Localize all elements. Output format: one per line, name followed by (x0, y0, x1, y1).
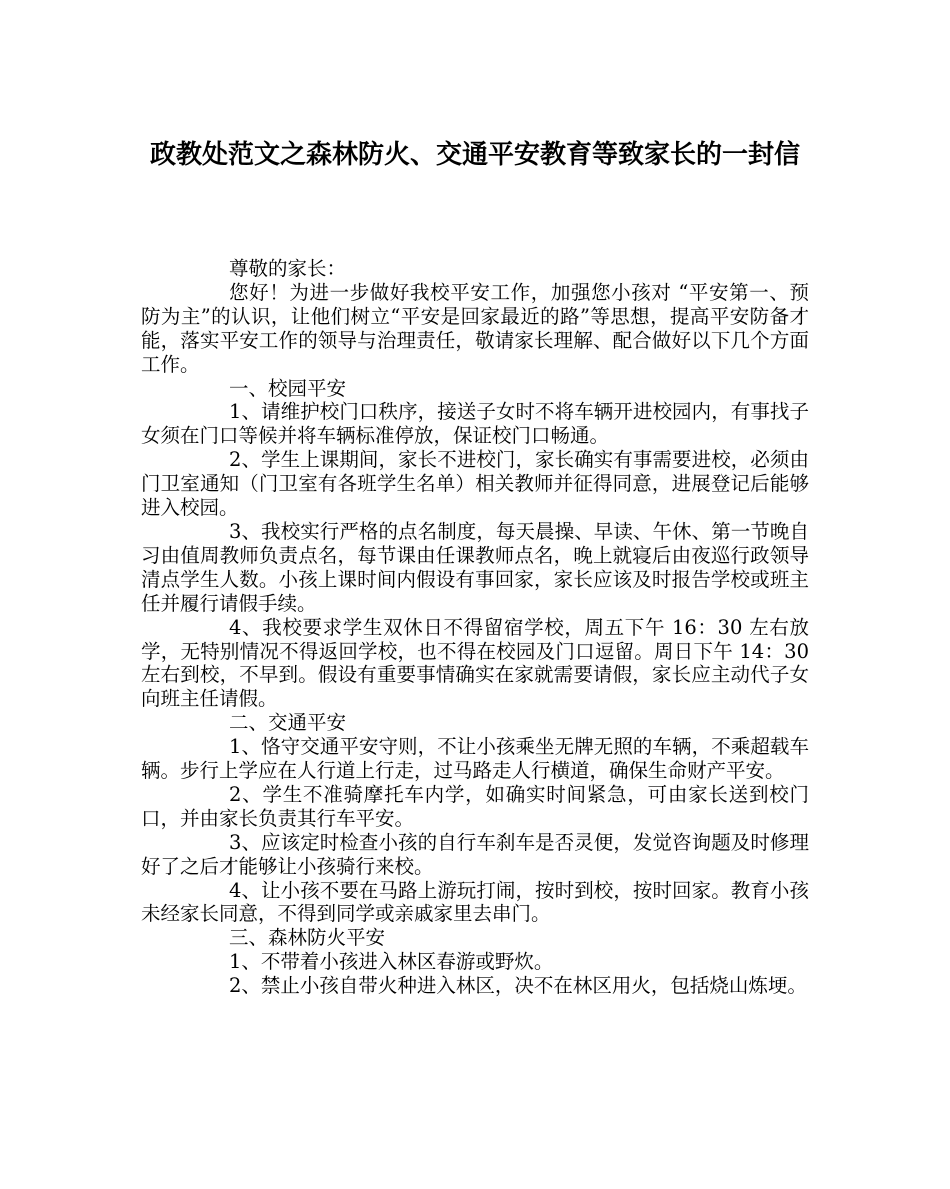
section-heading-traffic-safety: 二、交通平安 (229, 711, 347, 735)
section-heading-fire-safety: 三、森林防火平安 (229, 926, 386, 950)
section-heading-campus-safety: 一、校园平安 (229, 376, 347, 400)
fire-item-2: 2、禁止小孩自带火种进入林区，决不在林区用火，包括烧山炼埂。 (229, 974, 807, 998)
fire-item-1: 1、不带着小孩进入林区春游或野炊。 (229, 950, 554, 974)
traffic-item-2: 2、学生不准骑摩托车内学，如确实时间紧急，可由家长送到校门口，并由家长负责其行车平安。 (141, 782, 809, 830)
campus-item-3: 3、我校实行严格的点名制度，每天晨操、早读、午休、第一节晚自习由值周教师负责点名，每节课由任课教师点名，晚上就寝后由夜巡行政领导清点学生人数。小孩上课时间内假设有事回家，家长应该及时报告学校或班主任并履行请假手续。 (141, 519, 809, 615)
salutation: 尊敬的家长： (229, 257, 347, 280)
traffic-item-4: 4、让小孩不要在马路上游玩打闹，按时到校，按时回家。教育小孩未经家长同意，不得到同学或亲戚家里去串门。 (141, 878, 809, 926)
document-title: 政教处范文之森林防火、交通平安教育等致家长的一封信 (149, 140, 800, 170)
campus-item-2: 2、学生上课期间，家长不进校门，家长确实有事需要进校，必须由门卫室通知（门卫室有各班学生名单）相关教师并征得同意，进展登记后能够进入校园。 (141, 448, 809, 520)
traffic-item-3: 3、应该定时检查小孩的自行车刹车是否灵便，发觉咨询题及时修理好了之后才能够让小孩骑行来校。 (141, 830, 809, 878)
intro-paragraph: 您好！为进一步做好我校平安工作，加强您小孩对 “平安第一、预防为主”的认识，让他们树立“平安是回家最近的路”等思想，提高平安防备才能，落实平安工作的领导与治理责任，敬请家长理解、配合做好以下几个方面工作。 (141, 280, 809, 376)
campus-item-1: 1、请维护校门口秩序，接送子女时不将车辆开进校园内，有事找子女须在门口等候并将车辆标准停放，保证校门口畅通。 (141, 400, 809, 448)
campus-item-4: 4、我校要求学生双休日不得留宿学校，周五下午 16：30 左右放学，无特别情况不得返回学校，也不得在校园及门口逗留。周日下午 14：30 左右到校，不早到。假设有重要事情确实在家就需要请假，家长应主动代子女向班主任请假。 (141, 615, 809, 711)
document-body (141, 257, 809, 998)
traffic-item-1: 1、恪守交通平安守则，不让小孩乘坐无牌无照的车辆，不乘超载车辆。步行上学应在人行道上行走，过马路走人行横道，确保生命财产平安。 (141, 735, 809, 783)
